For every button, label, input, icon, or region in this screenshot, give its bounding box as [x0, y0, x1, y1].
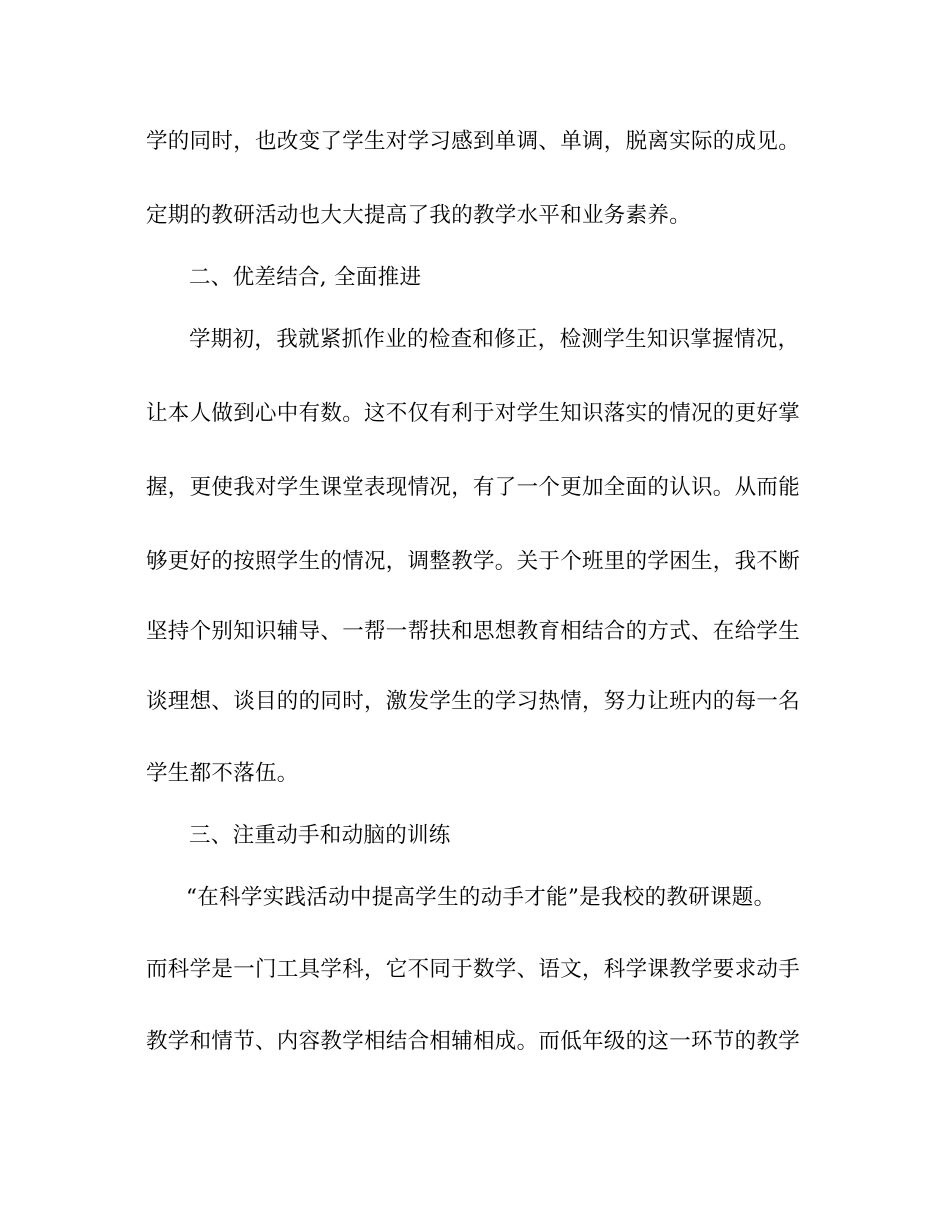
paragraph-line: 握，更使我对学生课堂表现情况，有了一个更加全面的认识。从而能: [146, 475, 801, 500]
paragraph-line: 坚持个别知识辅导、一帮一帮扶和思想教育相结合的方式、在给学生: [146, 619, 801, 644]
paragraph-line: 学生都不落伍。: [146, 761, 299, 786]
paragraph-line: 学期初，我就紧抓作业的检查和修正，检测学生知识掌握情况，: [189, 327, 800, 352]
section-heading: 三、注重动手和动脑的训练: [189, 823, 451, 848]
paragraph-line: 让本人做到心中有数。这不仅有利于对学生知识落实的情况的更好掌: [146, 401, 801, 426]
paragraph-line: 定期的教研活动也大大提高了我的教学水平和业务素养。: [146, 203, 692, 228]
paragraph-line: 谈理想、谈目的的同时，激发学生的学习热情，努力让班内的每一名: [146, 689, 801, 714]
paragraph-line: 教学和情节、内容教学相结合相辅相成。而低年级的这一环节的教学: [146, 1029, 801, 1054]
paragraph-line: 而科学是一门工具学科，它不同于数学、语文，科学课教学要求动手: [146, 957, 801, 982]
paragraph-line: “在科学实践活动中提高学生的动手才能”是我校的教研课题。: [186, 885, 776, 910]
paragraph-line: 够更好的按照学生的情况，调整教学。关于个班里的学困生，我不断: [146, 549, 801, 574]
paragraph-line: 学的同时，也改变了学生对学习感到单调、单调，脱离实际的成见。: [146, 129, 801, 154]
section-heading: 二、优差结合, 全面推进: [189, 265, 422, 290]
